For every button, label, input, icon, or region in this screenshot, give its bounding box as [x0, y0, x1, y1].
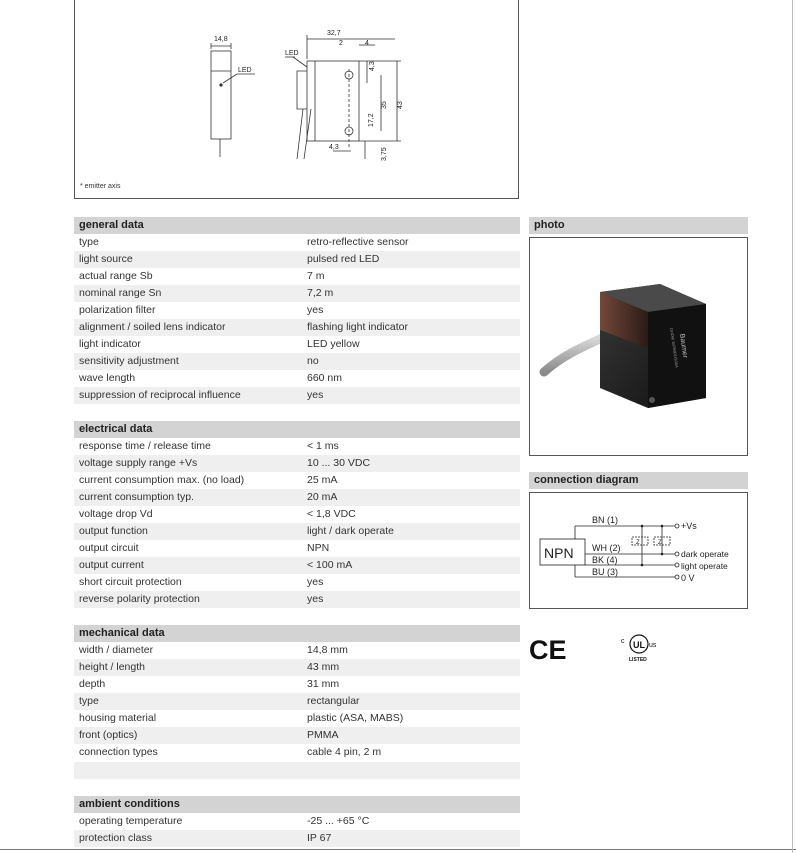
- row-label: housing material: [79, 712, 157, 724]
- row-label: output function: [79, 525, 148, 537]
- table-row: [74, 387, 520, 404]
- dimension-drawing-svg: [75, 0, 520, 200]
- row-label: nominal range Sn: [79, 287, 162, 299]
- row-value: < 1 ms: [307, 440, 339, 452]
- table-row: [74, 727, 520, 744]
- row-value: light / dark operate: [307, 525, 394, 537]
- row-label: voltage drop Vd: [79, 508, 153, 520]
- row-value: < 100 mA: [307, 559, 353, 571]
- ambient-conditions-header: ambient conditions: [74, 796, 520, 813]
- row-label: current consumption max. (no load): [79, 474, 245, 486]
- row-label: current consumption typ.: [79, 491, 194, 503]
- table-row: [74, 336, 520, 353]
- row-value: -25 ... +65 °C: [307, 815, 370, 827]
- row-value: 7,2 m: [307, 287, 334, 299]
- table-row: [74, 642, 520, 659]
- ul-listed-mark: [618, 630, 662, 666]
- table-row: [74, 523, 520, 540]
- row-label: output circuit: [79, 542, 139, 554]
- light-operate-label: light operate: [681, 561, 728, 571]
- row-value: flashing light indicator: [307, 321, 408, 333]
- table-row: [74, 506, 520, 523]
- row-label: sensitivity adjustment: [79, 355, 179, 367]
- row-value: LED yellow: [307, 338, 360, 350]
- row-value: yes: [307, 304, 324, 316]
- table-row: [74, 591, 520, 608]
- dark-operate-label: dark operate: [681, 549, 729, 559]
- row-value: < 1,8 VDC: [307, 508, 356, 520]
- row-label: voltage supply range +Vs: [79, 457, 198, 469]
- row-label: light source: [79, 253, 133, 265]
- zener-2-label: Z: [658, 540, 662, 546]
- table-row: [74, 489, 520, 506]
- wh-wire-label: WH (2): [592, 543, 621, 553]
- table-row: [74, 251, 520, 268]
- dim-43-label: 43: [397, 101, 404, 109]
- table-row: [74, 540, 520, 557]
- dim-35-label: 35: [381, 101, 388, 109]
- bn-wire-label: BN (1): [592, 515, 619, 525]
- row-value: PMMA: [307, 729, 339, 741]
- table-row: [74, 370, 520, 387]
- table-row: [74, 268, 520, 285]
- row-label: suppression of reciprocal influence: [79, 389, 241, 401]
- row-label: type: [79, 695, 99, 707]
- row-label: width / diameter: [79, 644, 154, 656]
- ce-mark: [529, 634, 569, 664]
- page-bottom-rule: [0, 849, 796, 850]
- row-label: alignment / soiled lens indicator: [79, 321, 226, 333]
- row-label: light indicator: [79, 338, 141, 350]
- table-row: [74, 830, 520, 847]
- row-label: polarization filter: [79, 304, 156, 316]
- row-value: 14,8 mm: [307, 644, 348, 656]
- ce-mark-text: CE: [529, 635, 567, 664]
- dim-4-3-label: 4,3: [369, 61, 376, 71]
- table-row: [74, 676, 520, 693]
- led-label-side: LED: [285, 50, 299, 57]
- row-label: short circuit protection: [79, 576, 182, 588]
- row-value: 43 mm: [307, 661, 340, 673]
- row-value: 25 mA: [307, 474, 338, 486]
- row-label: response time / release time: [79, 440, 211, 452]
- dim-width-label: 14,8: [214, 36, 228, 43]
- row-label: connection types: [79, 746, 158, 758]
- table-row: [74, 353, 520, 370]
- row-label: depth: [79, 678, 106, 690]
- table-row: [74, 557, 520, 574]
- row-value: 31 mm: [307, 678, 340, 690]
- front-view-body: [211, 51, 231, 139]
- mechanical-data-header: mechanical data: [74, 625, 520, 642]
- photo-product-label: OHDM 16P6901/S35A: [669, 327, 680, 368]
- row-value: yes: [307, 389, 324, 401]
- table-row: [74, 693, 520, 710]
- row-label: height / length: [79, 661, 145, 673]
- table-row: [74, 744, 520, 761]
- dim-2-label: 2: [339, 40, 343, 47]
- row-value: NPN: [307, 542, 330, 554]
- table-row: [74, 659, 520, 676]
- connection-diagram: [529, 492, 748, 609]
- row-value: no: [307, 355, 319, 367]
- row-value: 7 m: [307, 270, 325, 282]
- row-label: wave length: [79, 372, 136, 384]
- photo-header: photo: [529, 217, 748, 234]
- row-value: rectangular: [307, 695, 360, 707]
- table-row: [74, 319, 520, 336]
- table-row: [74, 234, 520, 251]
- vs-terminal-label: +Vs: [681, 521, 697, 531]
- row-value: 660 nm: [307, 372, 343, 384]
- connection-diagram-svg: [530, 493, 749, 610]
- row-value: yes: [307, 593, 324, 605]
- page-right-edge: [792, 0, 793, 853]
- bk-wire-label: BK (4): [592, 555, 618, 565]
- row-value: 20 mA: [307, 491, 338, 503]
- sensor-illustration: [530, 238, 749, 457]
- mechanical-blank-row: [74, 762, 520, 779]
- table-row: [74, 438, 520, 455]
- table-row: [74, 472, 520, 489]
- table-row: [74, 302, 520, 319]
- dim-4-label: 4: [365, 40, 369, 47]
- row-value: cable 4 pin, 2 m: [307, 746, 382, 758]
- ul-us-text: us: [649, 642, 657, 649]
- bu-wire-label: BU (3): [592, 567, 619, 577]
- row-value: yes: [307, 576, 324, 588]
- ul-text: UL: [633, 640, 645, 650]
- row-label: protection class: [79, 832, 152, 844]
- table-row: [74, 710, 520, 727]
- row-value: pulsed red LED: [307, 253, 380, 265]
- npn-label: NPN: [544, 545, 574, 561]
- table-row: [74, 285, 520, 302]
- table-row: [74, 813, 520, 830]
- row-label: output current: [79, 559, 144, 571]
- dim-17-2-label: 17,2: [368, 113, 375, 127]
- ul-c-text: c: [621, 638, 625, 645]
- row-label: operating temperature: [79, 815, 183, 827]
- row-label: reverse polarity protection: [79, 593, 200, 605]
- row-value: plastic (ASA, MABS): [307, 712, 404, 724]
- connection-diagram-header: connection diagram: [529, 472, 748, 489]
- row-value: 10 ... 30 VDC: [307, 457, 371, 469]
- table-row: [74, 574, 520, 591]
- photo-brand-label: Baumer: [678, 333, 689, 359]
- row-value: IP 67: [307, 832, 332, 844]
- led-label-front: LED: [238, 67, 252, 74]
- row-value: retro-reflective sensor: [307, 236, 409, 248]
- dim-total-width-label: 32,7: [327, 30, 341, 37]
- product-photo: [529, 237, 748, 456]
- dim-4-3-bottom-label: 4,3: [329, 144, 339, 151]
- row-label: front (optics): [79, 729, 138, 741]
- table-row: [74, 455, 520, 472]
- zener-1-label: Z: [636, 540, 640, 546]
- dimension-drawing: [74, 0, 519, 199]
- row-label: type: [79, 236, 99, 248]
- zero-volt-label: 0 V: [681, 573, 695, 583]
- emitter-axis-note: * emitter axis: [80, 183, 121, 190]
- row-label: actual range Sb: [79, 270, 153, 282]
- ul-listed-text: LISTED: [629, 657, 647, 663]
- dim-3-75-label: 3,75: [381, 147, 388, 161]
- general-data-header: general data: [74, 217, 520, 234]
- electrical-data-header: electrical data: [74, 421, 520, 438]
